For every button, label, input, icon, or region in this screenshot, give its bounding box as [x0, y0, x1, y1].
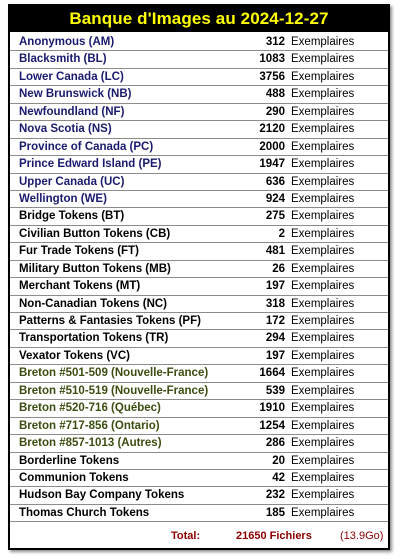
row-name: Breton #717-856 (Ontario)	[19, 419, 160, 432]
row-unit: Exemplaires	[291, 506, 355, 519]
row-unit: Exemplaires	[291, 419, 355, 432]
row-count: 1083	[259, 53, 285, 66]
row-name: Breton #510-519 (Nouvelle-France)	[19, 384, 209, 397]
row-count: 2120	[259, 123, 285, 136]
row-unit: Exemplaires	[291, 384, 355, 397]
total-label: Total:	[171, 530, 201, 542]
table-row	[10, 487, 388, 504]
row-count: 2	[278, 227, 285, 240]
total-count: 21650 Fichiers	[236, 530, 312, 542]
row-count: 312	[265, 36, 285, 48]
row-name: Nova Scotia (NS)	[19, 123, 112, 136]
row-name: Military Button Tokens (MB)	[19, 262, 171, 275]
total-size: (13.9Go)	[340, 530, 384, 542]
row-unit: Exemplaires	[291, 471, 355, 484]
row-name: Hudson Bay Company Tokens	[19, 489, 185, 502]
row-name: Vexator Tokens (VC)	[19, 349, 130, 362]
row-count: 232	[265, 489, 285, 502]
table-row	[10, 296, 388, 313]
row-name: Breton #501-509 (Nouvelle-France)	[19, 367, 209, 380]
row-name: Wellington (WE)	[19, 192, 107, 205]
table-row	[10, 348, 388, 365]
table-row	[10, 453, 388, 470]
row-name: Newfoundland (NF)	[19, 105, 125, 118]
row-name: Thomas Church Tokens	[19, 506, 150, 519]
row-count: 3756	[259, 70, 285, 83]
row-unit: Exemplaires	[291, 123, 355, 136]
row-count: 1254	[259, 419, 285, 432]
row-count: 185	[265, 506, 285, 519]
row-unit: Exemplaires	[291, 158, 355, 171]
row-count: 197	[265, 280, 285, 293]
row-count: 294	[265, 332, 285, 345]
table-row	[10, 208, 388, 225]
table-row	[10, 156, 388, 173]
row-unit: Exemplaires	[291, 175, 355, 188]
image-bank-table	[8, 4, 390, 550]
row-count: 26	[272, 262, 285, 275]
row-name: Anonymous (AM)	[19, 36, 115, 48]
table-row	[10, 86, 388, 103]
row-unit: Exemplaires	[291, 210, 355, 223]
table-row	[10, 418, 388, 435]
row-unit: Exemplaires	[291, 402, 355, 415]
row-name: Prince Edward Island (PE)	[19, 158, 162, 171]
table-row	[10, 383, 388, 400]
row-unit: Exemplaires	[291, 489, 355, 502]
row-count: 197	[265, 349, 285, 362]
row-unit: Exemplaires	[291, 36, 355, 48]
row-count: 20	[272, 454, 285, 467]
row-unit: Exemplaires	[291, 280, 355, 293]
row-name: Patterns & Fantasies Tokens (PF)	[19, 315, 201, 327]
table-row	[10, 226, 388, 243]
row-name: Breton #857-1013 (Autres)	[19, 437, 162, 450]
row-unit: Exemplaires	[291, 437, 355, 450]
row-unit: Exemplaires	[291, 297, 355, 310]
row-name: Non-Canadian Tokens (NC)	[19, 297, 168, 310]
row-unit: Exemplaires	[291, 105, 355, 118]
row-name: New Brunswick (NB)	[19, 88, 132, 101]
row-unit: Exemplaires	[291, 349, 355, 362]
row-unit: Exemplaires	[291, 315, 355, 327]
row-unit: Exemplaires	[291, 70, 355, 83]
row-name: Borderline Tokens	[19, 454, 120, 467]
row-count: 1947	[259, 158, 285, 171]
row-count: 1664	[259, 367, 285, 380]
table-row	[10, 261, 388, 278]
row-name: Upper Canada (UC)	[19, 175, 125, 188]
table-row	[10, 139, 388, 156]
table-row	[10, 243, 388, 260]
row-unit: Exemplaires	[291, 454, 355, 467]
row-name: Communion Tokens	[19, 471, 129, 484]
table-row	[10, 470, 388, 487]
row-name: Civilian Button Tokens (CB)	[19, 227, 171, 240]
page-title: Banque d'Images au 2024-12-27	[10, 6, 388, 32]
row-unit: Exemplaires	[291, 332, 355, 345]
row-count: 42	[272, 471, 285, 484]
row-name: Blacksmith (BL)	[19, 53, 107, 66]
row-unit: Exemplaires	[291, 88, 355, 101]
row-count: 290	[265, 105, 285, 118]
table-row	[10, 174, 388, 191]
inventory-list	[10, 34, 388, 522]
row-count: 172	[265, 315, 285, 327]
table-row	[10, 435, 388, 452]
table-row	[10, 505, 388, 522]
row-count: 481	[265, 245, 285, 258]
row-name: Province of Canada (PC)	[19, 140, 154, 153]
row-name: Lower Canada (LC)	[19, 70, 124, 83]
row-unit: Exemplaires	[291, 227, 355, 240]
table-row	[10, 313, 388, 330]
row-count: 539	[265, 384, 285, 397]
row-unit: Exemplaires	[291, 192, 355, 205]
table-row	[10, 51, 388, 68]
row-unit: Exemplaires	[291, 53, 355, 66]
row-count: 924	[265, 192, 285, 205]
row-unit: Exemplaires	[291, 262, 355, 275]
row-unit: Exemplaires	[291, 140, 355, 153]
row-count: 318	[265, 297, 285, 310]
row-count: 488	[265, 88, 285, 101]
row-name: Bridge Tokens (BT)	[19, 210, 125, 223]
row-unit: Exemplaires	[291, 245, 355, 258]
table-row	[10, 330, 388, 347]
table-row	[10, 34, 388, 51]
row-count: 636	[265, 175, 285, 188]
row-count: 1910	[259, 402, 285, 415]
total-row	[10, 526, 388, 546]
table-row	[10, 365, 388, 382]
row-count: 275	[265, 210, 285, 223]
row-name: Merchant Tokens (MT)	[19, 280, 141, 293]
row-count: 286	[265, 437, 285, 450]
table-row	[10, 191, 388, 208]
table-row	[10, 104, 388, 121]
row-name: Fur Trade Tokens (FT)	[19, 245, 139, 258]
table-row	[10, 400, 388, 417]
row-unit: Exemplaires	[291, 367, 355, 380]
table-row	[10, 278, 388, 295]
row-name: Transportation Tokens (TR)	[19, 332, 169, 345]
table-row	[10, 121, 388, 138]
row-count: 2000	[259, 140, 285, 153]
row-name: Breton #520-716 (Québec)	[19, 402, 161, 415]
table-row	[10, 69, 388, 86]
